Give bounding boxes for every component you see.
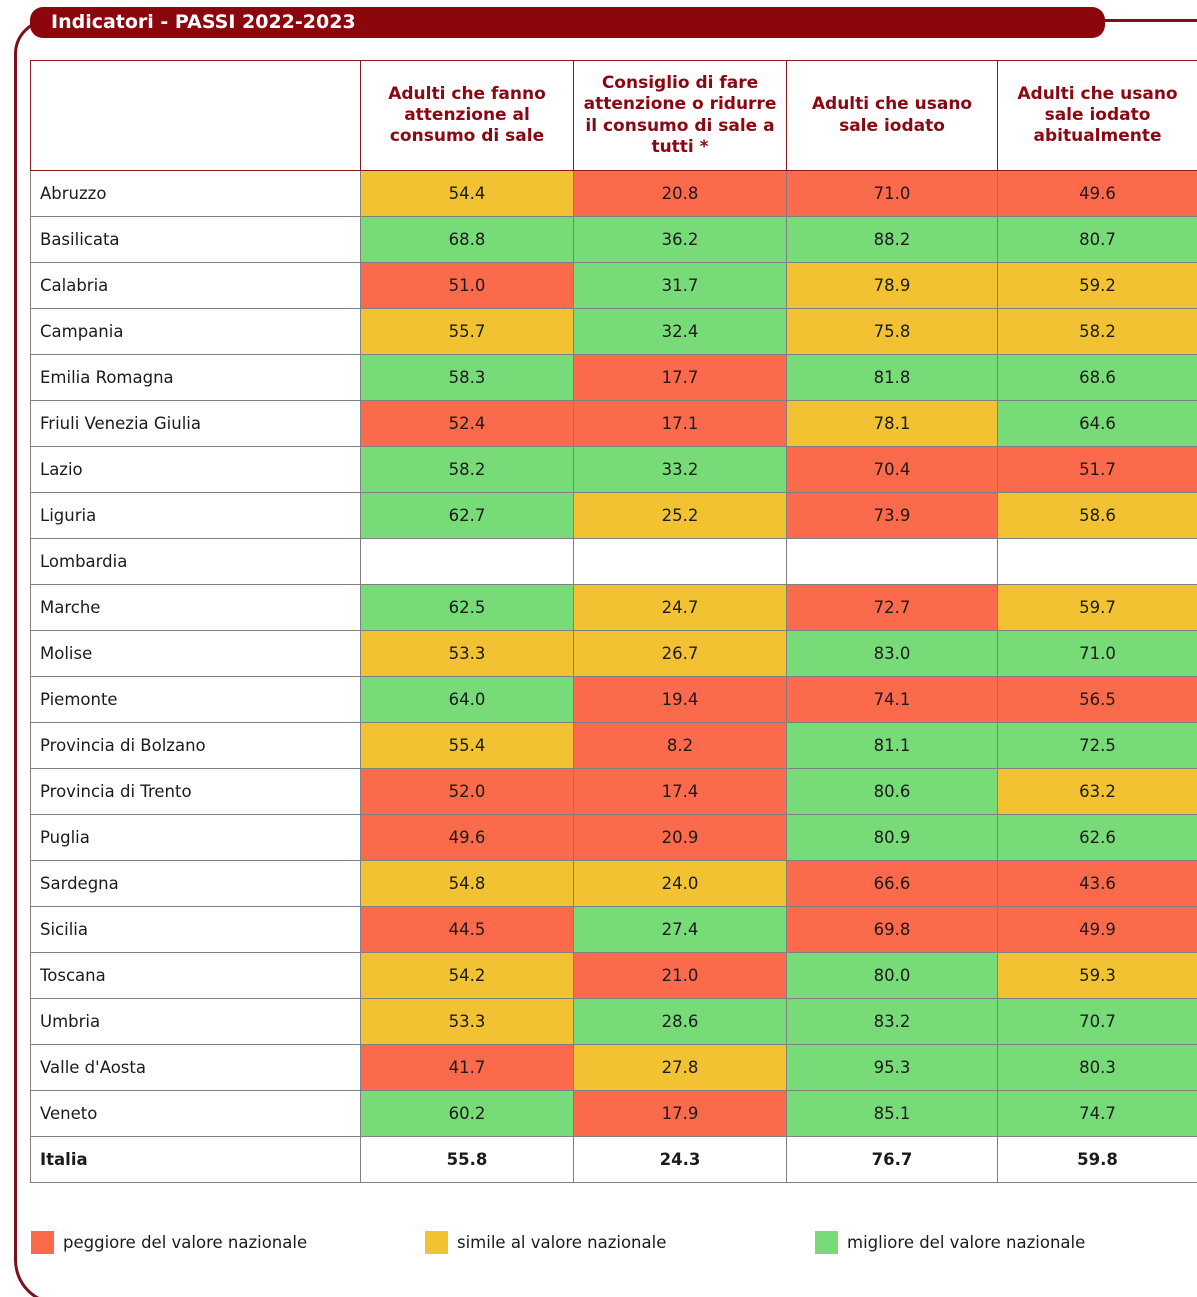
table-row	[31, 171, 1197, 217]
region-label: Umbria	[31, 999, 361, 1045]
value-cell: 32.4	[574, 309, 787, 355]
value-cell: 80.6	[787, 769, 998, 815]
value-cell: 56.5	[998, 677, 1197, 723]
value-cell: 95.3	[787, 1045, 998, 1091]
page-title: Indicatori - PASSI 2022-2023	[51, 11, 356, 33]
table-row	[31, 1045, 1197, 1091]
region-label: Friuli Venezia Giulia	[31, 401, 361, 447]
region-label: Veneto	[31, 1091, 361, 1137]
value-cell: 49.6	[998, 171, 1197, 217]
region-label: Valle d'Aosta	[31, 1045, 361, 1091]
value-cell: 68.8	[361, 217, 574, 263]
table-row	[31, 309, 1197, 355]
value-cell: 81.1	[787, 723, 998, 769]
region-label: Provincia di Trento	[31, 769, 361, 815]
value-cell	[998, 539, 1197, 585]
title-bar	[30, 7, 1105, 38]
value-cell: 49.6	[361, 815, 574, 861]
legend-label-similar: simile al valore nazionale	[457, 1233, 667, 1252]
value-cell: 17.7	[574, 355, 787, 401]
table-row	[31, 585, 1197, 631]
value-cell: 76.7	[787, 1137, 998, 1183]
region-label: Piemonte	[31, 677, 361, 723]
value-cell: 31.7	[574, 263, 787, 309]
table-row	[31, 539, 1197, 585]
value-cell: 54.4	[361, 171, 574, 217]
value-cell: 19.4	[574, 677, 787, 723]
value-cell: 44.5	[361, 907, 574, 953]
region-label: Liguria	[31, 493, 361, 539]
value-cell: 51.7	[998, 447, 1197, 493]
value-cell: 58.2	[998, 309, 1197, 355]
value-cell: 74.7	[998, 1091, 1197, 1137]
value-cell: 49.9	[998, 907, 1197, 953]
value-cell: 80.7	[998, 217, 1197, 263]
table-row	[31, 355, 1197, 401]
region-label: Campania	[31, 309, 361, 355]
value-cell: 20.9	[574, 815, 787, 861]
legend-item-better	[815, 1231, 1085, 1254]
legend-swatch-similar	[425, 1231, 448, 1254]
value-cell: 80.9	[787, 815, 998, 861]
value-cell: 54.2	[361, 953, 574, 999]
header-row	[31, 61, 1197, 171]
table-row	[31, 447, 1197, 493]
value-cell: 75.8	[787, 309, 998, 355]
value-cell: 17.1	[574, 401, 787, 447]
value-cell	[787, 539, 998, 585]
header-col-sale-iodato: Adulti che usano sale iodato	[787, 61, 998, 171]
value-cell: 43.6	[998, 861, 1197, 907]
value-cell: 55.4	[361, 723, 574, 769]
value-cell: 52.4	[361, 401, 574, 447]
header-col-consiglio: Consiglio di fare attenzione o ridurre il consumo di sale a tutti *	[574, 61, 787, 171]
value-cell: 58.2	[361, 447, 574, 493]
value-cell: 53.3	[361, 631, 574, 677]
value-cell: 55.7	[361, 309, 574, 355]
legend-swatch-worse	[31, 1231, 54, 1254]
value-cell: 21.0	[574, 953, 787, 999]
header-col-sale-iodato-abituale: Adulti che usano sale iodato abitualmente	[998, 61, 1197, 171]
value-cell: 17.4	[574, 769, 787, 815]
region-label: Sardegna	[31, 861, 361, 907]
indicators-table	[30, 60, 1197, 1183]
table-row	[31, 953, 1197, 999]
legend-label-worse: peggiore del valore nazionale	[63, 1233, 308, 1252]
region-label: Abruzzo	[31, 171, 361, 217]
value-cell: 26.7	[574, 631, 787, 677]
table-row	[31, 263, 1197, 309]
table-row	[31, 401, 1197, 447]
value-cell: 85.1	[787, 1091, 998, 1137]
legend	[0, 1231, 1197, 1257]
table-row	[31, 769, 1197, 815]
value-cell: 52.0	[361, 769, 574, 815]
value-cell: 70.4	[787, 447, 998, 493]
value-cell: 63.2	[998, 769, 1197, 815]
region-label: Marche	[31, 585, 361, 631]
region-label: Lazio	[31, 447, 361, 493]
value-cell: 80.0	[787, 953, 998, 999]
table-row	[31, 861, 1197, 907]
value-cell: 41.7	[361, 1045, 574, 1091]
value-cell: 68.6	[998, 355, 1197, 401]
value-cell: 24.7	[574, 585, 787, 631]
header-col-attenzione-sale: Adulti che fanno attenzione al consumo di sale	[361, 61, 574, 171]
value-cell: 24.3	[574, 1137, 787, 1183]
value-cell: 27.4	[574, 907, 787, 953]
value-cell: 59.3	[998, 953, 1197, 999]
region-label: Calabria	[31, 263, 361, 309]
legend-item-similar	[425, 1231, 666, 1254]
region-label: Puglia	[31, 815, 361, 861]
value-cell: 72.7	[787, 585, 998, 631]
value-cell: 59.8	[998, 1137, 1197, 1183]
value-cell: 17.9	[574, 1091, 787, 1137]
region-label: Molise	[31, 631, 361, 677]
table-row	[31, 677, 1197, 723]
header-region-empty	[31, 61, 361, 171]
legend-item-worse	[31, 1231, 307, 1254]
region-label: Provincia di Bolzano	[31, 723, 361, 769]
value-cell: 59.7	[998, 585, 1197, 631]
value-cell: 53.3	[361, 999, 574, 1045]
value-cell: 73.9	[787, 493, 998, 539]
value-cell: 8.2	[574, 723, 787, 769]
value-cell: 81.8	[787, 355, 998, 401]
value-cell: 70.7	[998, 999, 1197, 1045]
value-cell: 83.2	[787, 999, 998, 1045]
value-cell: 36.2	[574, 217, 787, 263]
value-cell: 71.0	[998, 631, 1197, 677]
value-cell: 58.3	[361, 355, 574, 401]
value-cell: 69.8	[787, 907, 998, 953]
value-cell: 83.0	[787, 631, 998, 677]
legend-swatch-better	[815, 1231, 838, 1254]
table-row	[31, 999, 1197, 1045]
table-row	[31, 631, 1197, 677]
value-cell: 74.1	[787, 677, 998, 723]
value-cell: 78.9	[787, 263, 998, 309]
legend-label-better: migliore del valore nazionale	[847, 1233, 1086, 1252]
value-cell: 62.5	[361, 585, 574, 631]
value-cell: 33.2	[574, 447, 787, 493]
region-label: Sicilia	[31, 907, 361, 953]
value-cell: 72.5	[998, 723, 1197, 769]
value-cell: 66.6	[787, 861, 998, 907]
value-cell: 27.8	[574, 1045, 787, 1091]
region-label: Basilicata	[31, 217, 361, 263]
value-cell: 64.0	[361, 677, 574, 723]
value-cell: 54.8	[361, 861, 574, 907]
value-cell: 62.6	[998, 815, 1197, 861]
region-label: Italia	[31, 1137, 361, 1183]
value-cell: 59.2	[998, 263, 1197, 309]
region-label: Toscana	[31, 953, 361, 999]
value-cell	[574, 539, 787, 585]
table-row	[31, 815, 1197, 861]
value-cell	[361, 539, 574, 585]
table-row	[31, 493, 1197, 539]
value-cell: 80.3	[998, 1045, 1197, 1091]
value-cell: 25.2	[574, 493, 787, 539]
table-row	[31, 217, 1197, 263]
value-cell: 60.2	[361, 1091, 574, 1137]
value-cell: 88.2	[787, 217, 998, 263]
table-row	[31, 1137, 1197, 1183]
table-row	[31, 907, 1197, 953]
value-cell: 58.6	[998, 493, 1197, 539]
value-cell: 64.6	[998, 401, 1197, 447]
table-row	[31, 1091, 1197, 1137]
value-cell: 24.0	[574, 861, 787, 907]
value-cell: 28.6	[574, 999, 787, 1045]
value-cell: 62.7	[361, 493, 574, 539]
value-cell: 51.0	[361, 263, 574, 309]
value-cell: 55.8	[361, 1137, 574, 1183]
region-label: Lombardia	[31, 539, 361, 585]
value-cell: 71.0	[787, 171, 998, 217]
value-cell: 20.8	[574, 171, 787, 217]
region-label: Emilia Romagna	[31, 355, 361, 401]
table-row	[31, 723, 1197, 769]
value-cell: 78.1	[787, 401, 998, 447]
